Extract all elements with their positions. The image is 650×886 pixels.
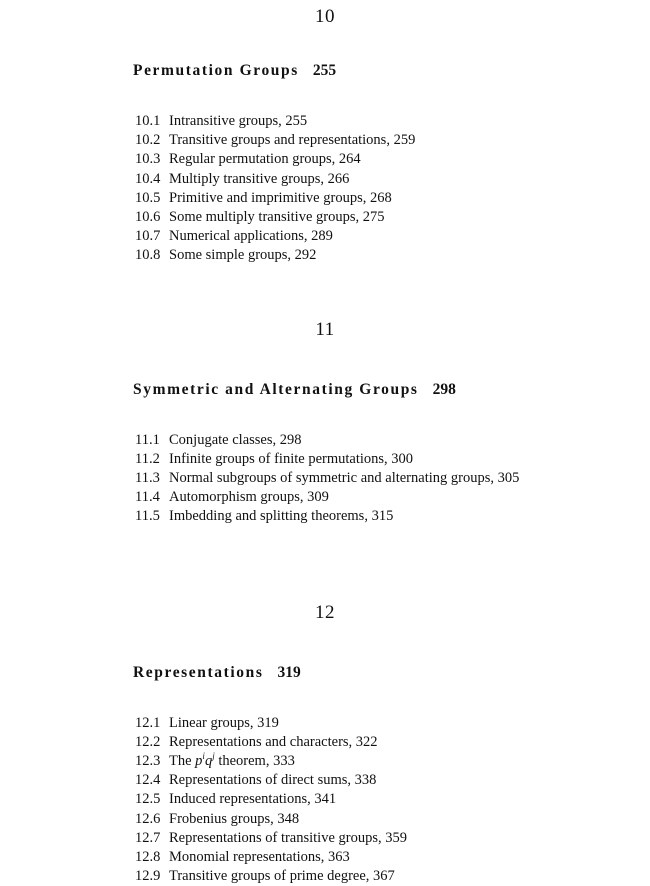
entry-label: Regular permutation groups, 264	[169, 151, 361, 168]
chapter-block-11	[0, 319, 650, 527]
entry-label: Representations of transitive groups, 359	[169, 829, 407, 846]
toc-entry[interactable]	[135, 150, 650, 169]
entry-number: 12.5	[135, 791, 161, 808]
entry-number: 12.9	[135, 868, 161, 885]
toc-entry[interactable]	[135, 112, 650, 131]
entry-label: Frobenius groups, 348	[169, 810, 300, 827]
toc-entry[interactable]	[135, 867, 650, 886]
chapter-page-number: 319	[277, 663, 301, 681]
entry-number: 12.4	[135, 772, 161, 789]
toc-entry[interactable]	[135, 771, 650, 790]
entry-label: Some simple groups, 292	[169, 247, 317, 264]
chapter-title	[133, 62, 650, 80]
entry-label: Transitive groups and representations, 259	[169, 132, 416, 149]
entry-label: Conjugate classes, 298	[169, 431, 302, 448]
entry-label: Numerical applications, 289	[169, 228, 333, 245]
chapter-title-text: Symmetric and Alternating Groups	[133, 380, 419, 398]
entry-number: 10.5	[135, 189, 161, 206]
toc-entry[interactable]	[135, 469, 650, 488]
entry-label: Intransitive groups, 255	[169, 113, 308, 129]
toc-entry[interactable]	[135, 752, 650, 771]
toc-page	[0, 6, 650, 885]
chapter-block-10	[0, 6, 650, 266]
entry-number: 12.1	[135, 714, 161, 731]
entry-number: 11.4	[135, 489, 160, 506]
entry-number: 12.7	[135, 829, 161, 846]
entry-number: 12.8	[135, 849, 161, 866]
chapter-entry-list	[135, 431, 650, 527]
toc-entry[interactable]	[135, 507, 650, 526]
entry-number: 11.2	[135, 450, 160, 467]
entry-label: Imbedding and splitting theorems, 315	[169, 508, 394, 525]
entry-number: 10.7	[135, 228, 161, 245]
entry-number: 10.1	[135, 113, 161, 129]
chapter-entry-list	[135, 714, 650, 886]
entry-label: Multiply transitive groups, 266	[169, 170, 350, 187]
entry-label: Automorphism groups, 309	[169, 489, 329, 506]
entry-label: Linear groups, 319	[169, 714, 279, 731]
entry-label: Some multiply transitive groups, 275	[169, 209, 385, 226]
entry-label: Primitive and imprimitive groups, 268	[169, 189, 392, 206]
entry-number: 11.5	[135, 508, 160, 525]
chapter-block-12	[0, 602, 650, 886]
toc-entry[interactable]	[135, 189, 650, 208]
entry-label: The $p^iq^j$ theorem, 333	[169, 751, 295, 770]
toc-entry[interactable]	[135, 227, 650, 246]
entry-number: 10.3	[135, 151, 161, 168]
toc-entry[interactable]	[135, 131, 650, 150]
toc-entry[interactable]	[135, 208, 650, 227]
toc-entry[interactable]	[135, 488, 650, 507]
chapter-title	[133, 381, 650, 399]
chapter-number: 10	[315, 6, 335, 27]
entry-number: 12.3	[135, 753, 161, 770]
chapter-title-text: Representations	[133, 663, 264, 681]
toc-entry[interactable]	[135, 246, 650, 265]
entry-number: 11.3	[135, 470, 160, 487]
entry-number: 12.6	[135, 810, 161, 827]
toc-entry[interactable]	[135, 790, 650, 809]
entry-label: Infinite groups of finite permutations, 300	[169, 450, 414, 467]
entry-number: 10.4	[135, 170, 161, 187]
toc-entry[interactable]	[135, 714, 650, 733]
toc-entry[interactable]	[135, 810, 650, 829]
chapter-page-number: 298	[432, 380, 456, 398]
entry-label: Monomial representations, 363	[169, 849, 350, 866]
chapter-number: 11	[315, 318, 335, 340]
chapter-page-number: 255	[312, 62, 337, 79]
entry-label: Induced representations, 341	[169, 791, 337, 808]
entry-number: 10.6	[135, 209, 161, 226]
toc-entry[interactable]	[135, 733, 650, 752]
chapter-title-text: Permutation Groups	[133, 62, 299, 79]
entry-number: 11.1	[135, 431, 160, 448]
chapter-number: 12	[315, 601, 335, 623]
entry-label: Transitive groups of prime degree, 367	[169, 868, 395, 885]
toc-entry[interactable]	[135, 848, 650, 867]
entry-number: 12.2	[135, 733, 161, 750]
chapter-title	[133, 664, 650, 682]
entry-label: Representations of direct sums, 338	[169, 772, 377, 789]
chapter-entry-list	[135, 112, 650, 266]
entry-label: Normal subgroups of symmetric and alternating groups, 305	[169, 470, 520, 487]
toc-entry[interactable]	[135, 170, 650, 189]
toc-entry[interactable]	[135, 450, 650, 469]
entry-label: Representations and characters, 322	[169, 733, 378, 750]
toc-entry[interactable]	[135, 829, 650, 848]
entry-number: 10.8	[135, 247, 161, 264]
toc-entry[interactable]	[135, 431, 650, 450]
entry-number: 10.2	[135, 132, 161, 149]
